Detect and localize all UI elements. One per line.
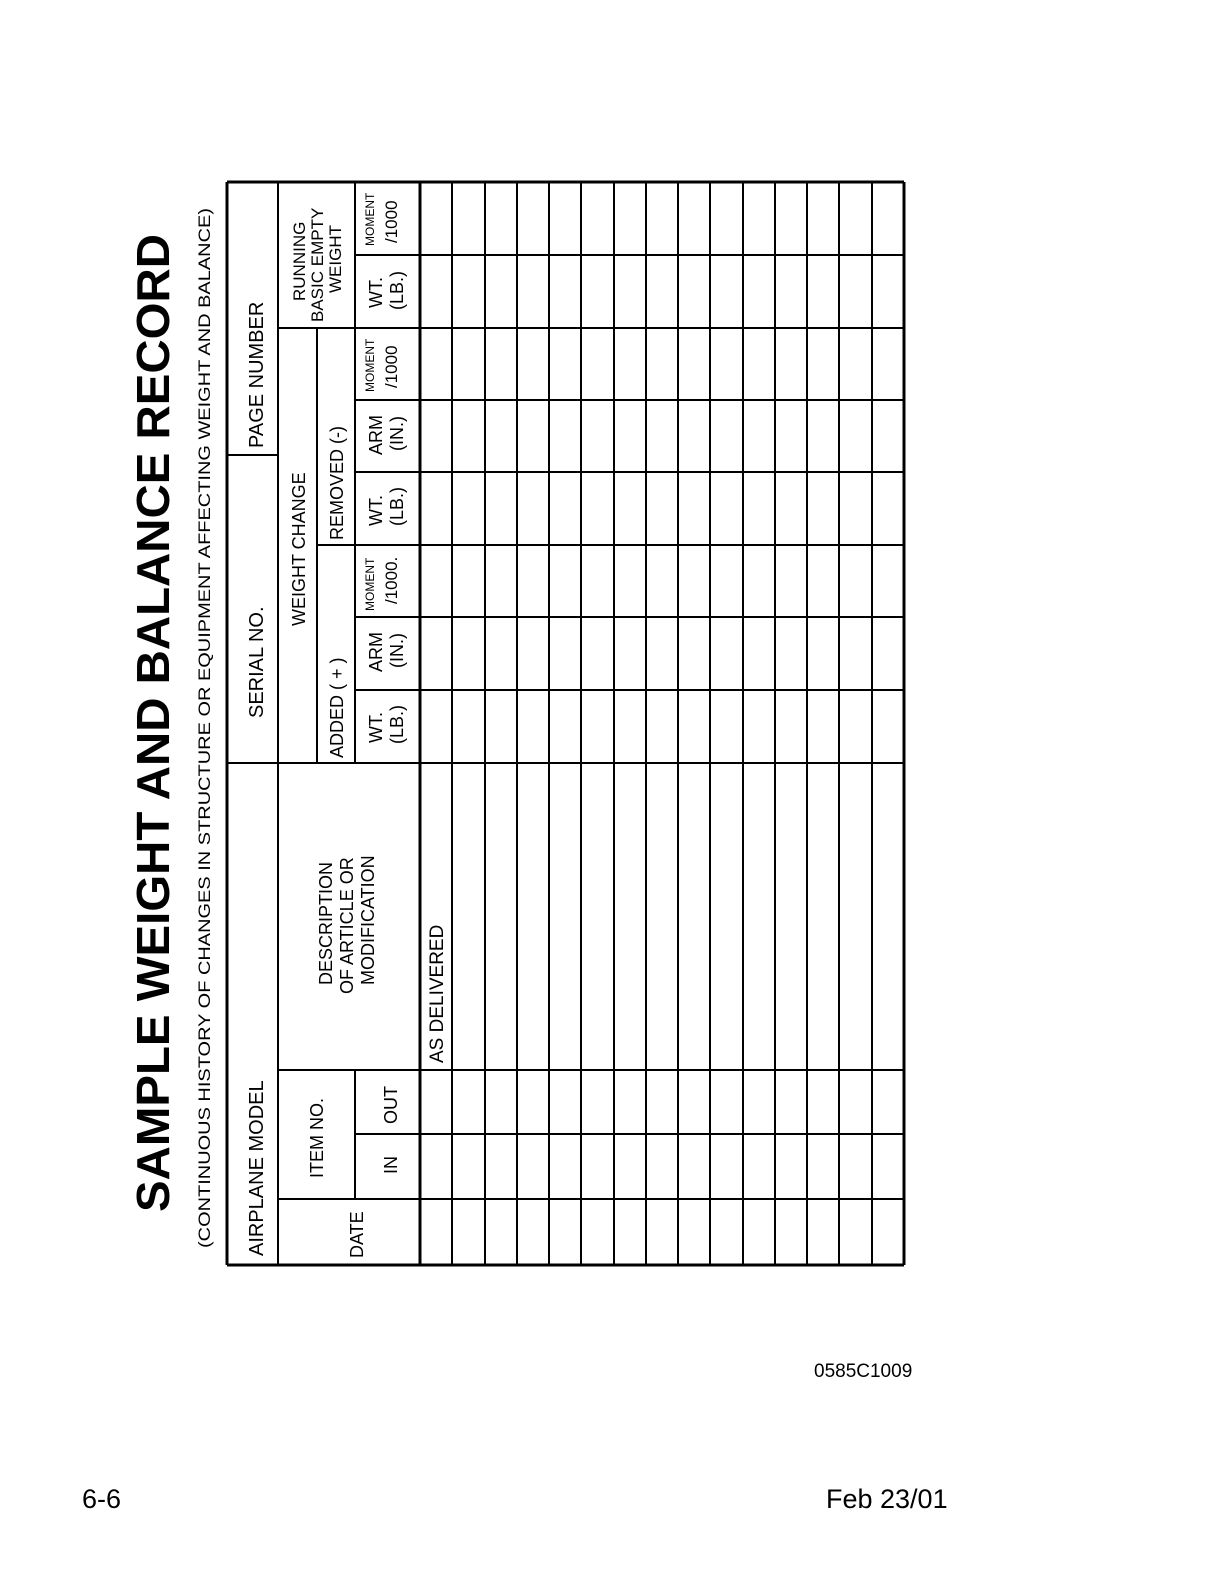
added-lb-label: (LB.) <box>387 704 407 744</box>
added-wt-label: WT. <box>366 712 386 743</box>
running-per1000-label: /1000 <box>382 200 401 243</box>
item-in-label: IN <box>381 1156 401 1174</box>
added-label: ADDED ( + ) <box>327 657 347 758</box>
running-label-line1: RUNNING <box>290 221 309 301</box>
page-number-label: PAGE NUMBER <box>246 301 268 448</box>
page-number: 6-6 <box>82 1484 122 1514</box>
weight-change-label: WEIGHT CHANGE <box>289 472 309 626</box>
revision-date: Feb 23/01 <box>826 1484 948 1514</box>
description-label-line2: OF ARTICLE OR <box>337 857 357 994</box>
running-wt-label: WT. <box>366 277 386 308</box>
item-no-label: ITEM NO. <box>307 1098 327 1178</box>
form-title: SAMPLE WEIGHT AND BALANCE RECORD <box>127 263 179 1212</box>
added-in-unit-label: (IN.) <box>387 633 407 668</box>
removed-lb-label: (LB.) <box>387 486 407 526</box>
as-delivered-entry: AS DELIVERED <box>427 924 448 1063</box>
airplane-model-label: AIRPLANE MODEL <box>246 1080 268 1256</box>
removed-arm-label: ARM <box>366 415 386 455</box>
form-subtitle: (CONTINUOUS HISTORY OF CHANGES IN STRUCTURE OR EQUIPMENT AFFECTING WEIGHT AND BALANCE) <box>195 362 214 1248</box>
removed-moment-label: MOMENT <box>363 338 377 392</box>
item-out-label: OUT <box>381 1086 401 1124</box>
running-moment-label: MOMENT <box>363 192 377 246</box>
added-per1000-label: /1000. <box>382 556 401 604</box>
removed-in-unit-label: (IN.) <box>387 416 407 451</box>
removed-per1000-label: /1000 <box>382 345 401 388</box>
description-label-line1: DESCRIPTION <box>316 861 336 985</box>
removed-wt-label: WT. <box>366 495 386 526</box>
running-lb-label: (LB.) <box>387 270 407 310</box>
running-label-line2: BASIC EMPTY <box>308 207 327 322</box>
running-label-line3: WEIGHT <box>326 225 345 293</box>
form-labels <box>127 192 448 1258</box>
date-column-label: DATE <box>347 1211 367 1258</box>
added-moment-label: MOMENT <box>363 557 377 611</box>
figure-id: 0585C1009 <box>814 1361 913 1382</box>
removed-label: REMOVED (-) <box>327 426 347 540</box>
serial-no-label: SERIAL NO. <box>246 606 268 718</box>
description-label-line3: MODIFICATION <box>358 855 378 985</box>
added-arm-label: ARM <box>366 632 386 672</box>
